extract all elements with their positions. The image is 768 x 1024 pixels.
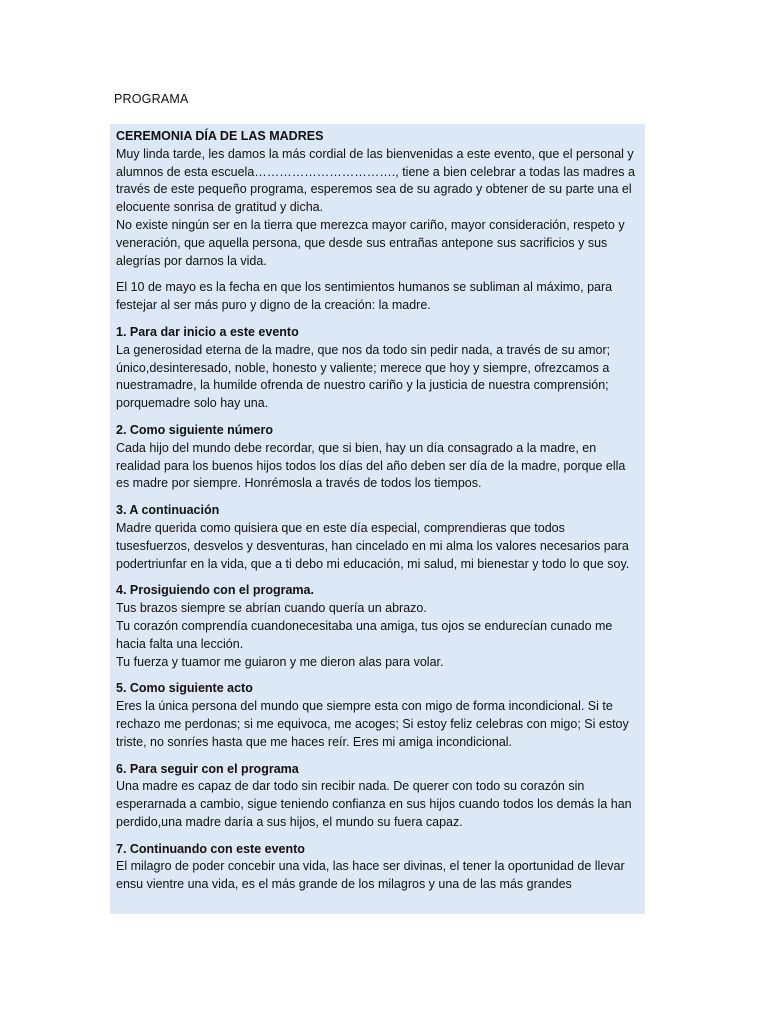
section-1-text: La generosidad eterna de la madre, que nos da todo sin pedir nada, a través de su amor; único,desinteresado, noble, honesto y valiente; merece que hoy y siempre, ofrezcamos a nuestramadre, la humilde ofrenda de nuestro cariño y la justicia de nuestra comprensión; porquemadre solo hay una. (116, 342, 611, 411)
section-3-title: 3. A continuación (116, 503, 220, 518)
section-6-text: Una madre es capaz de dar todo sin recibir nada. De querer con todo su corazón sin esperarnada a cambio, sigue teniendo confianza en sus hijos cuando todos los demás la han perdido,una madre daría a sus hijos, el mundo su fuera capaz. (116, 779, 632, 829)
section-6-title: 6. Para seguir con el programa (116, 761, 299, 776)
section-4-line-3: Tu fuerza y tuamor me guiaron y me dieron alas para volar. (116, 654, 444, 669)
section-7-text: El milagro de poder concebir una vida, las hace ser divinas, el tener la oportunidad de llevar ensu vientre una vida, es el más grande de los milagros y una de las más grandes (116, 859, 625, 892)
intro-paragraph-2: No existe ningún ser en la tierra que merezca mayor cariño, mayor consideración, respeto y veneración, que aquella persona, que desde sus entrañas antepone sus sacrificios y sus alegrías por darnos la vida. (116, 217, 625, 268)
intro-paragraph-3: El 10 de mayo es la fecha en que los sentimientos humanos se subliman al máximo, para festejar al ser más puro y digno de la creación: la madre. (116, 280, 613, 313)
section-5-title: 5. Como siguiente acto (116, 681, 253, 696)
section-1-title: 1. Para dar inicio a este evento (116, 324, 299, 339)
section-7-title: 7. Continuando con este evento (116, 841, 305, 856)
section-2-title: 2. Como siguiente número (116, 422, 273, 437)
program-text-box (110, 124, 645, 914)
section-4-line-2: Tu corazón comprendía cuandonecesitaba una amiga, tus ojos se endurecían cunado me hacia falta una lección. (116, 618, 613, 651)
section-3-text: Madre querida como quisiera que en este día especial, comprendieras que todos tusesfuerzos, desvelos y desventuras, han cincelado en mi alma los valores necesarios para podertriunfar en la vida, que a ti debo mi educación, mi salud, mi bienestar y todo lo que soy. (116, 520, 630, 571)
section-4-line-1: Tus brazos siempre se abrían cuando quería un abrazo. (116, 601, 427, 616)
section-2-text: Cada hijo del mundo debe recordar, que si bien, hay un día consagrado a la madre, en realidad para los buenos hijos todos los días del año deben ser día de la madre, porque ella es madre por siempre. Honrémosla a través de todos los tiempos. (116, 440, 626, 491)
intro-paragraph-1: Muy linda tarde, les damos la más cordial de las bienvenidas a este evento, que el personal y alumnos de esta escuela……………………………., tiene a bien celebrar a todas las madres a través de este pequeño programa, esperemos sea de su agrado y obtener de su parte una el elocuente sonrisa de gratitud y dicha. (116, 146, 635, 215)
section-5-text: Eres la única persona del mundo que siempre esta con migo de forma incondicional. Si te rechazo me perdonas; si me equivoca, me acoges; Si estoy feliz celebras con migo; Si estoy triste, no sonríes hasta que me haces reír. Eres mi amiga incondicional. (116, 699, 629, 749)
page-title: PROGRAMA (114, 92, 189, 106)
section-4-title: 4. Prosiguiendo con el programa. (116, 583, 314, 598)
ceremony-heading: CEREMONIA DÍA DE LAS MADRES (116, 129, 324, 143)
